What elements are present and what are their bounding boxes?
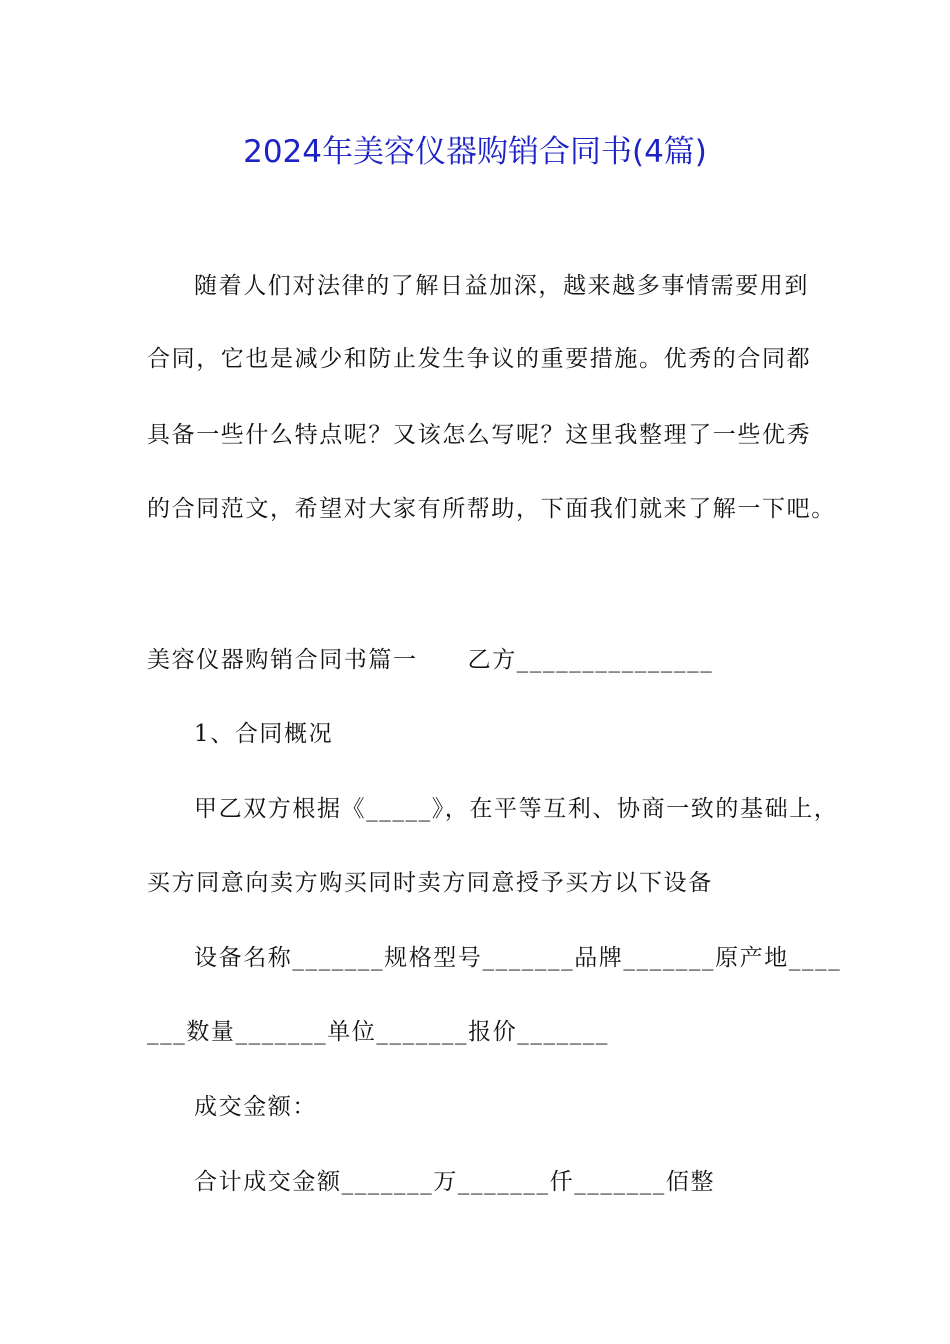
equipment-fields-line-2: ___数量_______单位_______报价_______ — [147, 1019, 609, 1045]
section-heading: 美容仪器购销合同书篇一 — [147, 647, 418, 673]
clause-1-title: 1、合同概况 — [194, 721, 334, 747]
amount-total-line: 合计成交金额_______万_______仟_______佰整 — [194, 1169, 716, 1195]
intro-line-3: 具备一些什么特点呢？又该怎么写呢？这里我整理了一些优秀 — [147, 422, 812, 448]
intro-line-4: 的合同范文，希望对大家有所帮助，下面我们就来了解一下吧。 — [147, 496, 836, 522]
party-b-field: 乙方_______________ — [467, 647, 714, 673]
intro-line-2: 合同，它也是减少和防止发生争议的重要措施。优秀的合同都 — [147, 346, 812, 372]
clause-1-text-line-1: 甲乙双方根据《_____》，在平等互利、协商一致的基础上， — [194, 796, 839, 822]
intro-line-1: 随着人们对法律的了解日益加深，越来越多事情需要用到 — [194, 273, 809, 299]
document-title: 2024年美容仪器购销合同书(4篇) — [243, 134, 707, 170]
clause-1-text-line-2: 买方同意向卖方购买同时卖方同意授予买方以下设备 — [147, 870, 713, 896]
amount-label: 成交金额： — [194, 1094, 317, 1120]
section-heading-row — [147, 642, 713, 678]
equipment-fields-line-1: 设备名称_______规格型号_______品牌_______原产地____ — [194, 945, 842, 971]
